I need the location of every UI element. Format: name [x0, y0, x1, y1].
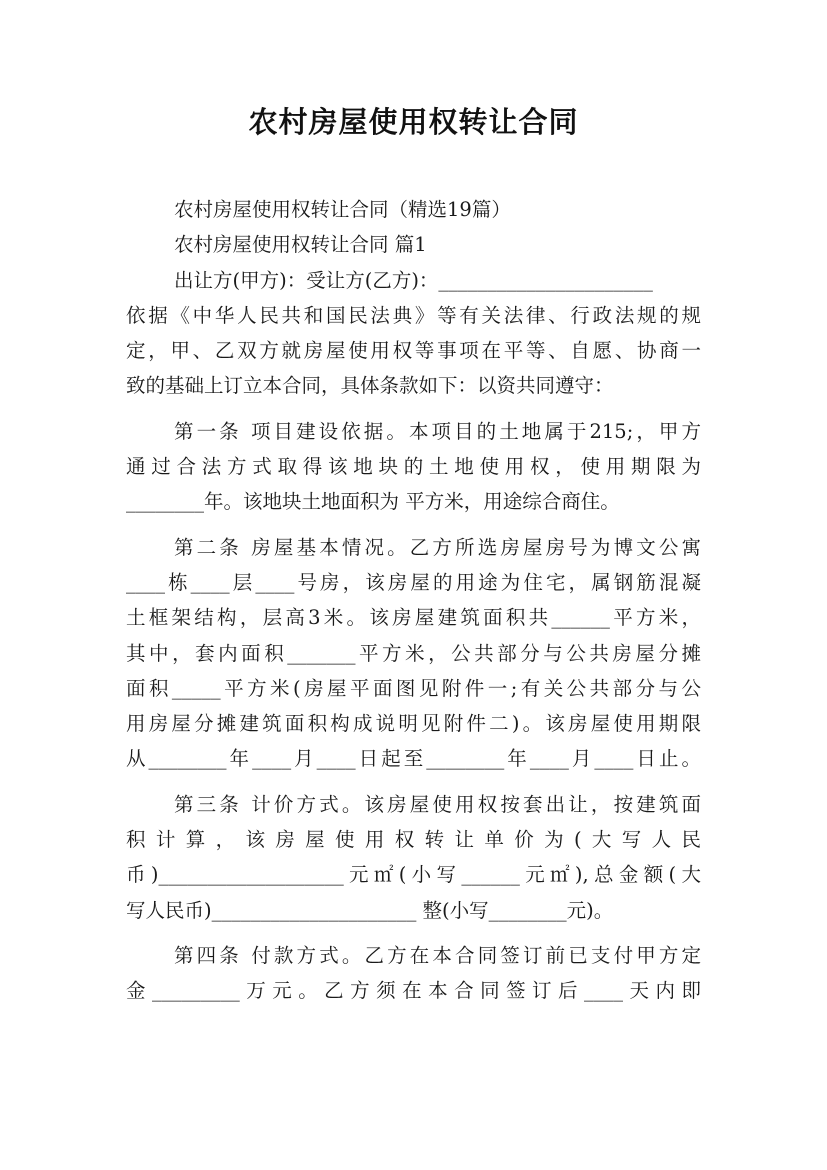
- article-3-line: 写人民币)_____________________ 整(小写________元)。: [126, 898, 614, 922]
- paragraph-line: 定，甲、乙双方就房屋使用权等事项在平等、自愿、协商一: [126, 339, 701, 363]
- article-2-line: 第二条 房屋基本情况。乙方所选房屋房号为博文公寓: [174, 535, 701, 559]
- section-heading: 农村房屋使用权转让合同 篇1: [174, 233, 427, 257]
- article-2-line: 用房屋分摊建筑面积构成说明见附件二)。该房屋使用期限: [126, 712, 701, 736]
- article-1-line: 通过合法方式取得该地块的土地使用权，使用期限为: [126, 455, 701, 479]
- article-4-line: 金_________万元。乙方须在本合同签订后____天内即: [126, 979, 701, 1003]
- document-title: 农村房屋使用权转让合同: [248, 105, 579, 139]
- article-4-line: 第四条 付款方式。乙方在本合同签订前已支付甲方定: [174, 943, 701, 967]
- subtitle-line: 农村房屋使用权转让合同（精选19篇）: [174, 198, 511, 221]
- article-2-line: 其中，套内面积_______平方米，公共部分与公共房屋分摊: [126, 641, 701, 665]
- article-2-line: 土框架结构，层高3米。该房屋建筑面积共______平方米，: [126, 606, 701, 630]
- article-1-line: 第一条 项目建设依据。本项目的土地属于215;，甲方: [174, 419, 701, 443]
- article-2-line: 面积_____平方米(房屋平面图见附件一;有关公共部分与公: [126, 676, 701, 700]
- parties-line: 出让方(甲方)：受让方(乙方)：______________________: [174, 268, 653, 292]
- document-body: [126, 192, 701, 1009]
- article-3-line: 第三条 计价方式。该房屋使用权按套出让，按建筑面: [174, 792, 701, 816]
- paragraph-line: 依据《中华人民共和国民法典》等有关法律、行政法规的规: [126, 303, 701, 327]
- article-2-line: ____栋____层____号房，该房屋的用途为住宅，属钢筋混凝: [126, 570, 701, 594]
- article-2-line: 从________年____月____日起至________年____月____日止。: [126, 747, 701, 771]
- article-3-line: 积计算，该房屋使用权转让单价为(大写人民: [126, 828, 701, 852]
- article-1-line: ________年。该地块土地面积为 平方米，用途综合商住。: [126, 490, 620, 514]
- article-3-line: 币)___________________元㎡(小写______元㎡),总金额(大: [126, 863, 701, 887]
- paragraph-line: 致的基础上订立本合同，具体条款如下：以资共同遵守：: [126, 374, 614, 398]
